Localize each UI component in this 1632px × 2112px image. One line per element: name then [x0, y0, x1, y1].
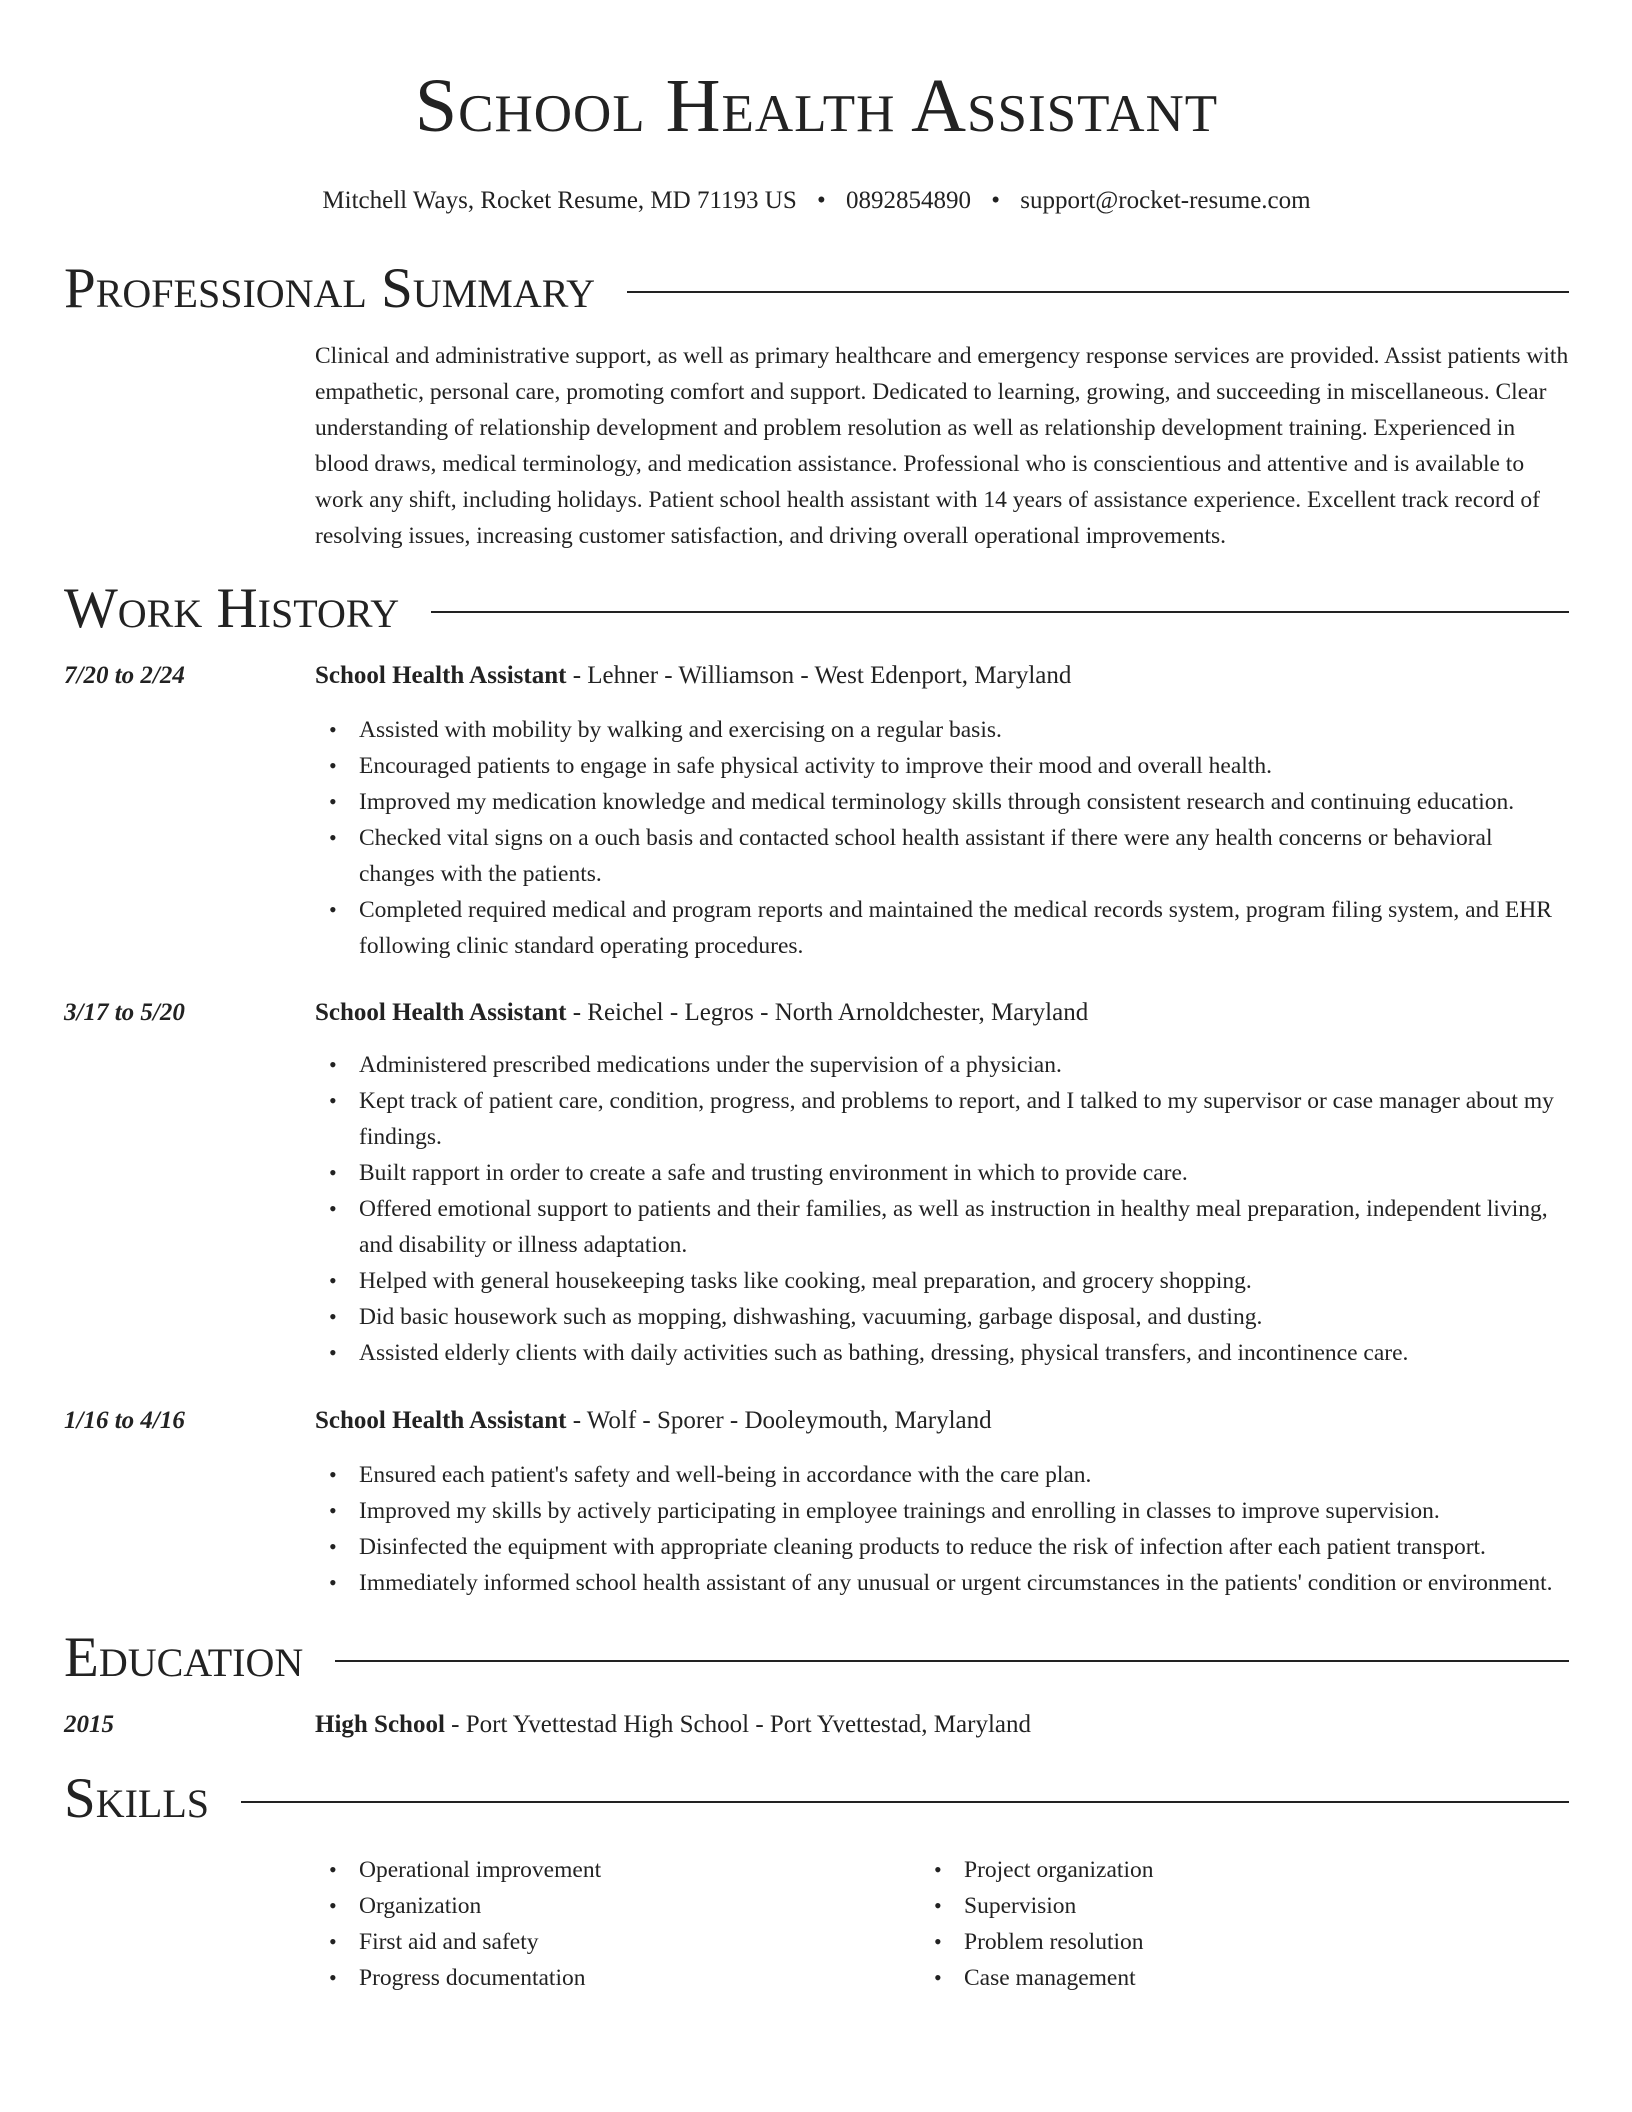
- job-dates: 1/16 to 4/16: [64, 1407, 185, 1434]
- education-year: 2015: [64, 1711, 114, 1738]
- summary-text: Clinical and administrative support, as well as primary healthcare and emergency response services are provided. Assist patients with empathetic, personal care, promoting comfort and support. Dedicated to learning, growing, and succeeding in miscellaneous. Clear understanding of relationship development and problem resolution as well as relationship development training. Experienced in blood draws, medical terminology, and medication assistance. Professional who is conscientious and attentive and is available to work any shift, including holidays. Patient school health assistant with 14 years of assistance experience. Excellent track record of resolving issues, increasing customer satisfaction, and driving overall operational improvements.: [315, 343, 1569, 549]
- education-section: [64, 1623, 1569, 1743]
- skill-item: • Progress documentation: [359, 1960, 964, 1996]
- list-item: • Disinfected the equipment with appropriate cleaning products to reduce the risk of infection after each patient transport.: [359, 1529, 1569, 1565]
- work-history-header: [64, 574, 1569, 644]
- resume-page: [64, 0, 1569, 1996]
- list-item: • Completed required medical and program reports and maintained the medical records system, program filing system, and EHR following clinic standard operating procedures.: [359, 892, 1569, 964]
- list-item: • Encouraged patients to engage in safe physical activity to improve their mood and overall health.: [359, 748, 1569, 784]
- education-header: [64, 1623, 1569, 1693]
- job-bullets: [64, 712, 1569, 964]
- job-title: School Health Assistant: [315, 999, 567, 1026]
- job-dates: 3/17 to 5/20: [64, 999, 185, 1026]
- job-employer: - Lehner - Williamson - West Edenport, Maryland: [566, 662, 1072, 689]
- job-entry: [64, 995, 1569, 1371]
- section-title: Skills: [64, 1767, 210, 1830]
- contact-address: Mitchell Ways, Rocket Resume, MD 71193 US: [322, 187, 797, 214]
- skills-header: [64, 1764, 1569, 1834]
- skill-item: • Operational improvement: [359, 1852, 964, 1888]
- education-entry: [64, 1707, 1569, 1743]
- skill-item: • Case management: [964, 1960, 1569, 1996]
- list-item: • Improved my medication knowledge and medical terminology skills through consistent research and continuing education.: [359, 784, 1569, 820]
- education-school: - Port Yvettestad High School - Port Yvettestad, Maryland: [444, 1711, 1032, 1738]
- education-degree: High School: [315, 1711, 445, 1738]
- list-item: • Improved my skills by actively participating in employee trainings and enrolling in classes to improve supervision.: [359, 1493, 1569, 1529]
- job-header: [64, 658, 1569, 694]
- skill-item: • Supervision: [964, 1888, 1569, 1924]
- skill-item: • Organization: [359, 1888, 964, 1924]
- contact-separator: •: [817, 187, 826, 214]
- skills-list: [359, 1852, 1569, 1996]
- job-employer: - Wolf - Sporer - Dooleymouth, Maryland: [566, 1407, 992, 1434]
- list-item: • Assisted with mobility by walking and exercising on a regular basis.: [359, 712, 1569, 748]
- job-bullets: [64, 1457, 1569, 1601]
- list-item: • Kept track of patient care, condition, progress, and problems to report, and I talked to my supervisor or case manager about my findings.: [359, 1083, 1569, 1155]
- list-item: • Checked vital signs on a ouch basis and contacted school health assistant if there were any health concerns or behavioral changes with the patients.: [359, 820, 1569, 892]
- skill-item: • First aid and safety: [359, 1924, 964, 1960]
- section-title: Professional Summary: [64, 257, 596, 320]
- skills-column-left: [359, 1852, 964, 1996]
- job-employer: - Reichel - Legros - North Arnoldchester, Maryland: [566, 999, 1089, 1026]
- job-heading: [315, 658, 1071, 694]
- job-heading: [315, 995, 1088, 1031]
- work-history-section: [64, 574, 1569, 1601]
- contact-phone: 0892854890: [846, 187, 972, 214]
- list-item: • Did basic housework such as mopping, dishwashing, vacuuming, garbage disposal, and dusting.: [359, 1299, 1569, 1335]
- section-divider: [241, 1801, 1569, 1803]
- job-title: School Health Assistant: [315, 662, 567, 689]
- job-dates: 7/20 to 2/24: [64, 662, 185, 689]
- list-item: • Assisted elderly clients with daily activities such as bathing, dressing, physical transfers, and incontinence care.: [359, 1335, 1569, 1371]
- skill-item: • Problem resolution: [964, 1924, 1569, 1960]
- job-title: School Health Assistant: [315, 1407, 567, 1434]
- job-header: [64, 995, 1569, 1031]
- skills-section: [64, 1764, 1569, 1996]
- job-bullets: [64, 1047, 1569, 1371]
- job-entry: [64, 658, 1569, 964]
- list-item: • Administered prescribed medications under the supervision of a physician.: [359, 1047, 1569, 1083]
- skills-column-right: [964, 1852, 1569, 1996]
- education-heading: [315, 1707, 1031, 1743]
- summary-header: [64, 254, 1569, 324]
- section-title: Work History: [64, 577, 400, 640]
- job-heading: [315, 1403, 992, 1439]
- summary-section: [64, 254, 1569, 554]
- skill-item: • Project organization: [964, 1852, 1569, 1888]
- contact-separator: •: [991, 187, 1001, 214]
- contact-line: [64, 186, 1569, 216]
- list-item: • Built rapport in order to create a safe and trusting environment in which to provide care.: [359, 1155, 1569, 1191]
- list-item: • Helped with general housekeeping tasks like cooking, meal preparation, and grocery shopping.: [359, 1263, 1569, 1299]
- section-divider: [335, 1660, 1569, 1662]
- list-item: • Offered emotional support to patients and their families, as well as instruction in healthy meal preparation, independent living, and disability or illness adaptation.: [359, 1191, 1569, 1263]
- list-item: • Ensured each patient's safety and well-being in accordance with the care plan.: [359, 1457, 1569, 1493]
- contact-email: support@rocket-resume.com: [1020, 187, 1311, 214]
- section-divider: [627, 291, 1569, 293]
- section-title: Education: [64, 1626, 304, 1689]
- section-divider: [431, 611, 1569, 613]
- candidate-name: School Health Assistant: [414, 64, 1219, 148]
- job-entry: [64, 1403, 1569, 1601]
- list-item: • Immediately informed school health assistant of any unusual or urgent circumstances in the patients' condition or environment.: [359, 1565, 1569, 1601]
- job-header: [64, 1403, 1569, 1439]
